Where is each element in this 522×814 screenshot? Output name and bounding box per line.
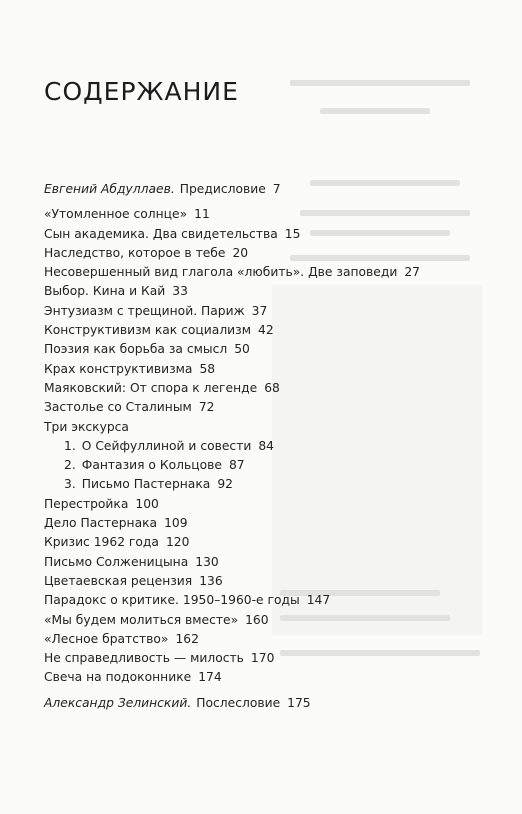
toc-entry-page: 33 xyxy=(172,284,188,299)
toc-entry-number: 1. xyxy=(64,438,76,453)
toc-entry xyxy=(44,398,504,417)
toc-entry xyxy=(44,205,504,224)
toc-entry-title: Парадокс о критике. 1950–1960-е годы xyxy=(44,593,300,608)
toc-subentry xyxy=(44,475,504,494)
toc-entry-title: Маяковский: От спора к легенде xyxy=(44,380,258,395)
toc-entry-page: 100 xyxy=(135,496,159,511)
toc-entry-page: 162 xyxy=(175,631,199,646)
toc-entry xyxy=(44,694,504,713)
toc-entry-page: 50 xyxy=(234,342,250,357)
toc-entry-number: 3. xyxy=(64,477,76,492)
toc-entry-page: 175 xyxy=(287,695,311,710)
toc-entry-page: 160 xyxy=(245,612,269,627)
toc-entry-title: «Лесное братство» xyxy=(44,631,169,646)
toc-entry-number: 2. xyxy=(64,458,76,473)
toc-entry xyxy=(44,282,504,301)
toc-entry-page: 15 xyxy=(284,226,301,241)
toc-entry-title: Наследство, которое в тебе xyxy=(44,245,226,260)
toc-entry-title: Предисловие xyxy=(179,182,266,196)
toc-entry xyxy=(44,379,504,398)
toc-entry-title: Дело Пастернака xyxy=(44,516,158,531)
toc-entry-title: Письмо Пастернака xyxy=(81,477,211,492)
toc-entry-title: О Сейфуллиной и совести xyxy=(81,438,252,453)
toc-entry-title: Послесловие xyxy=(196,695,281,710)
toc-entry-title: «Утомленное солнце» xyxy=(44,207,188,222)
toc-entry-page: 170 xyxy=(250,651,275,666)
toc-entry-title: Несовершенный вид глагола «любить». Две заповеди xyxy=(44,265,398,280)
toc-subentry xyxy=(44,437,504,456)
toc-entry xyxy=(44,572,504,591)
toc-entry-page: 92 xyxy=(217,477,233,492)
toc-entry xyxy=(44,321,504,340)
toc-entry xyxy=(44,611,504,630)
toc-entry-title: Перестройка xyxy=(44,496,129,511)
toc-entry-title: Письмо Солженицына xyxy=(44,554,189,569)
toc-entry xyxy=(44,533,504,552)
toc-list xyxy=(44,180,504,713)
toc-entry-page: 120 xyxy=(165,535,190,550)
toc-entry xyxy=(44,244,504,263)
toc-entry xyxy=(44,668,504,687)
toc-entry-page: 27 xyxy=(404,265,421,280)
toc-entry-page: 11 xyxy=(194,207,210,222)
toc-entry-page: 87 xyxy=(228,458,245,473)
toc-entry xyxy=(44,630,504,649)
toc-entry xyxy=(44,591,504,610)
toc-entry-page: 37 xyxy=(251,303,268,318)
toc-entry-title: Энтузиазм с трещиной. Париж xyxy=(44,303,245,318)
toc-entry-title: Конструктивизм как социализм xyxy=(44,323,251,338)
toc-entry-author: Александр Зелинский. xyxy=(44,695,192,710)
toc-entry-page: 20 xyxy=(232,245,249,260)
toc-entry-title: «Мы будем молиться вместе» xyxy=(44,612,239,627)
toc-entry xyxy=(44,514,504,533)
toc-entry-title: Выбор. Кина и Кай xyxy=(44,284,166,299)
toc-entry-page: 174 xyxy=(198,670,222,685)
toc-entry-title: Не справедливость — милость xyxy=(44,651,244,666)
toc-entry xyxy=(44,495,504,514)
page-title: СОДЕРЖАНИЕ xyxy=(44,77,239,106)
toc-entry-title: Цветаевская рецензия xyxy=(44,573,193,588)
toc-entry xyxy=(44,360,504,379)
toc-entry-page: 136 xyxy=(199,573,223,588)
toc-entry-title: Сын академика. Два свидетельства xyxy=(44,226,278,241)
toc-entry-page: 58 xyxy=(199,361,216,376)
toc-entry xyxy=(44,225,504,244)
toc-entry xyxy=(44,180,504,199)
toc-entry-page: 109 xyxy=(164,516,188,531)
toc-section-heading xyxy=(44,418,504,437)
toc-subentry xyxy=(44,456,504,475)
toc-entry xyxy=(44,649,504,668)
toc-entry-page: 84 xyxy=(258,438,275,453)
toc-entry-author: Евгений Абдуллаев. xyxy=(44,182,175,196)
toc-entry xyxy=(44,263,504,282)
toc-entry-title: Крах конструктивизма xyxy=(44,361,193,376)
toc-entry-title: Кризис 1962 года xyxy=(44,535,159,550)
toc-entry-title: Фантазия о Кольцове xyxy=(81,458,222,473)
toc-entry-page: 7 xyxy=(272,182,281,196)
toc-entry-page: 42 xyxy=(258,323,274,338)
toc-entry-page: 130 xyxy=(195,554,219,569)
toc-entry xyxy=(44,340,504,359)
toc-entry-page: 68 xyxy=(264,380,280,395)
toc-entry-page: 72 xyxy=(198,400,215,415)
toc-entry-page: 147 xyxy=(306,593,331,608)
toc-entry-title: Поэзия как борьба за смысл xyxy=(44,342,228,357)
toc-entry xyxy=(44,302,504,321)
toc-entry xyxy=(44,553,504,572)
toc-entry-title: Застолье со Сталиным xyxy=(44,400,192,415)
toc-entry-title: Свеча на подоконнике xyxy=(44,670,192,685)
toc-entry-title: Три экскурса xyxy=(44,419,129,434)
